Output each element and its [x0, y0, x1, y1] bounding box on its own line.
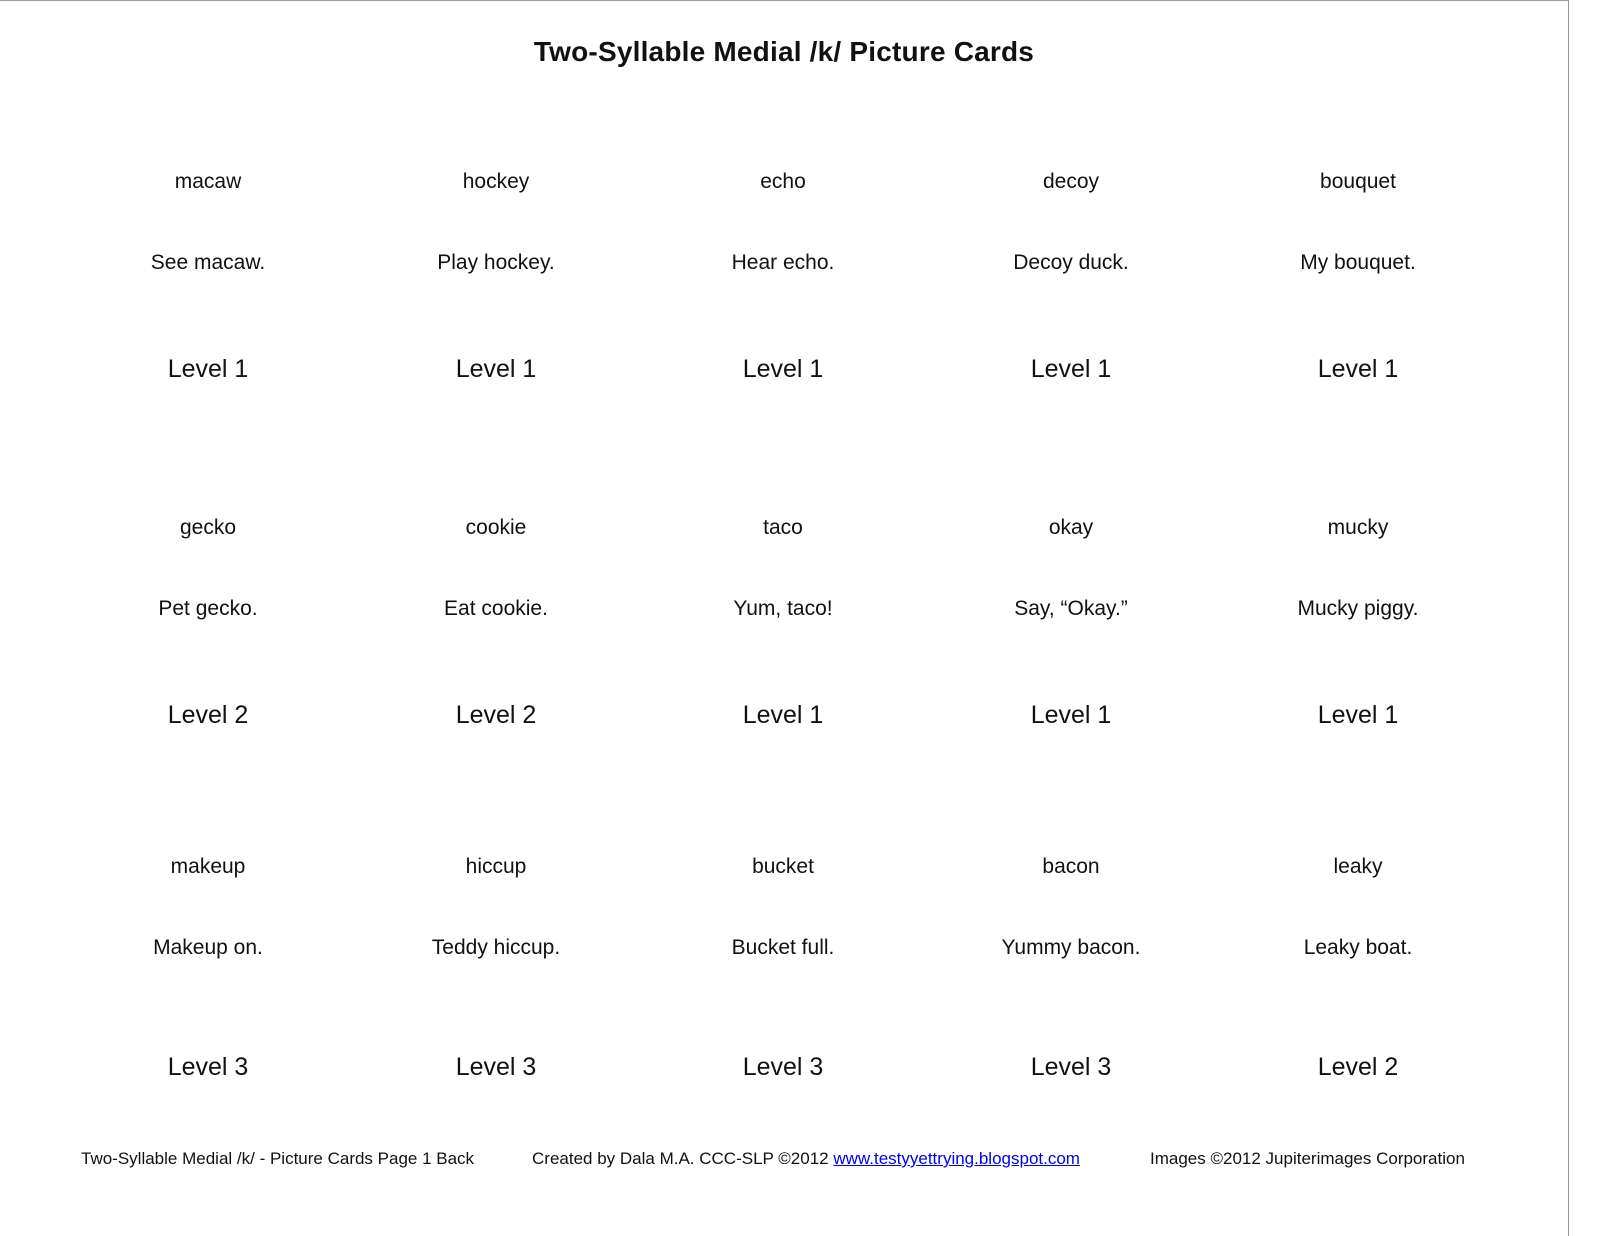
- card-level: Level 2: [455, 701, 537, 729]
- card-mucky: [1214, 516, 1502, 776]
- card-level: Level 1: [1317, 701, 1399, 729]
- card-word: bouquet: [1320, 170, 1396, 193]
- card-gecko: [64, 516, 352, 776]
- card-makeup: [64, 855, 352, 1115]
- card-level: Level 3: [1030, 1053, 1112, 1081]
- card-decoy: [927, 170, 1215, 430]
- card-level: Level 1: [742, 355, 824, 383]
- card-word: decoy: [1042, 170, 1100, 193]
- card-level: Level 1: [1317, 355, 1399, 383]
- card-level: Level 2: [167, 701, 249, 729]
- footer-image-credit: Images ©2012 Jupiterimages Corporation: [1150, 1149, 1465, 1168]
- card-sentence: My bouquet.: [1300, 251, 1416, 274]
- card-hockey: [352, 170, 640, 430]
- card-sentence: Decoy duck.: [1013, 251, 1129, 274]
- footer-page-label: Two-Syllable Medial /k/ - Picture Cards Page 1 Back: [81, 1149, 475, 1168]
- card-word: macaw: [174, 170, 242, 193]
- card-word: bucket: [752, 855, 814, 878]
- card-leaky: [1214, 855, 1502, 1115]
- card-okay: [927, 516, 1215, 776]
- card-level: Level 3: [742, 1053, 824, 1081]
- card-sentence: Pet gecko.: [158, 597, 258, 620]
- card-sentence: Bucket full.: [731, 936, 835, 959]
- card-sentence: Yummy bacon.: [1001, 936, 1141, 959]
- footer-website-link[interactable]: www.testyyettrying.blogspot.com: [833, 1149, 1080, 1168]
- card-level: Level 1: [742, 701, 824, 729]
- card-macaw: [64, 170, 352, 430]
- card-word: echo: [760, 170, 806, 193]
- card-sentence: Hear echo.: [731, 251, 835, 274]
- card-bucket: [639, 855, 927, 1115]
- card-level: Level 3: [455, 1053, 537, 1081]
- card-sentence: Yum, taco!: [733, 597, 833, 620]
- right-border-line: [1568, 0, 1569, 1236]
- card-sentence: Makeup on.: [153, 936, 263, 959]
- page-title: Two-Syllable Medial /k/ Picture Cards: [533, 36, 1035, 67]
- card-level: Level 3: [167, 1053, 249, 1081]
- card-bacon: [927, 855, 1215, 1115]
- card-word: hockey: [462, 170, 530, 193]
- card-sentence: Mucky piggy.: [1297, 597, 1419, 620]
- card-sentence: See macaw.: [150, 251, 266, 274]
- footer-credit: [532, 1149, 1080, 1169]
- card-word: hiccup: [465, 855, 527, 878]
- card-word: bacon: [1042, 855, 1100, 878]
- card-word: okay: [1048, 516, 1094, 539]
- card-cookie: [352, 516, 640, 776]
- card-sentence: Play hockey.: [437, 251, 555, 274]
- card-hiccup: [352, 855, 640, 1115]
- card-word: leaky: [1333, 855, 1383, 878]
- card-word: makeup: [170, 855, 246, 878]
- footer-credit-text: Created by Dala M.A. CCC-SLP ©2012: [532, 1149, 829, 1168]
- card-level: Level 1: [167, 355, 249, 383]
- card-grid: [64, 0, 1504, 1236]
- card-taco: [639, 516, 927, 776]
- card-word: gecko: [179, 516, 237, 539]
- card-sentence: Say, “Okay.”: [1014, 597, 1128, 620]
- card-sentence: Teddy hiccup.: [431, 936, 561, 959]
- card-sentence: Leaky boat.: [1303, 936, 1413, 959]
- card-word: taco: [763, 516, 803, 539]
- card-echo: [639, 170, 927, 430]
- card-level: Level 2: [1317, 1053, 1399, 1081]
- card-level: Level 1: [1030, 355, 1112, 383]
- card-level: Level 1: [455, 355, 537, 383]
- card-word: cookie: [465, 516, 527, 539]
- card-bouquet: [1214, 170, 1502, 430]
- card-level: Level 1: [1030, 701, 1112, 729]
- card-sentence: Eat cookie.: [444, 597, 548, 620]
- card-word: mucky: [1327, 516, 1389, 539]
